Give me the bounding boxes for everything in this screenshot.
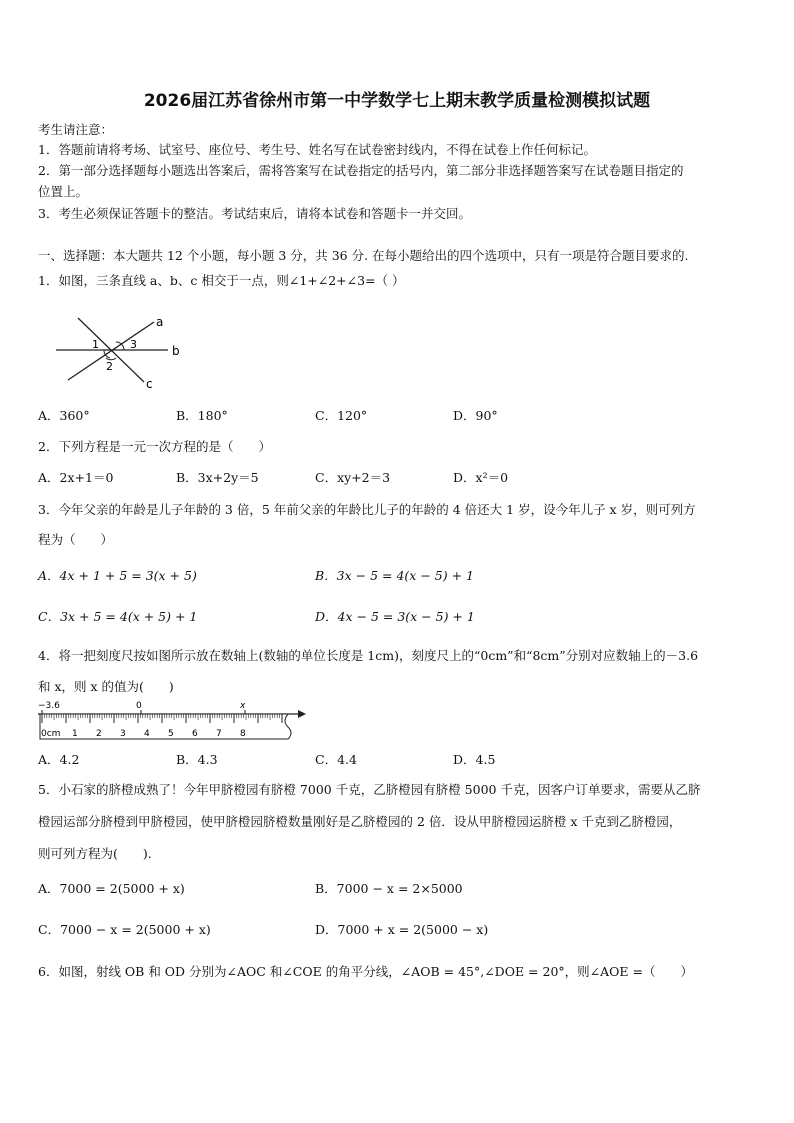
notice-item-1: 1．答题前请将考场、试室号、座位号、考生号、姓名写在试卷密封线内，不得在试卷上作任何标记。	[38, 142, 596, 157]
q1-option-c: C．120°	[315, 408, 368, 423]
q4-stem-line-1: 4．将一把刻度尺按如图所示放在数轴上(数轴的单位长度是 1cm)，刻度尺上的“0cm”和“8cm”分别对应数轴上的－3.6	[38, 648, 699, 663]
q1-option-b: B．180°	[176, 408, 228, 423]
ruler-label-3: 3	[120, 729, 126, 739]
ruler-label-2: 2	[96, 729, 102, 739]
q4-stem-line-2: 和 x，则 x 的值为( )	[38, 679, 174, 694]
q6-stem: 6．如图，射线 OB 和 OD 分别为∠AOC 和∠COE 的角平分线，∠AOB = 45°,∠DOE = 20°，则∠AOE =（ ）	[38, 964, 693, 979]
q3-option-a: A．4x + 1 + 5 = 3(x + 5)	[38, 568, 197, 583]
q4-option-b: B．4.3	[176, 752, 218, 767]
q5-option-b: B．7000 − x = 2×5000	[315, 881, 463, 896]
number-line-arrow	[298, 710, 306, 718]
q5-option-d: D．7000 + x = 2(5000 − x)	[315, 922, 489, 937]
q2-option-d: D．x²＝0	[453, 470, 509, 485]
q3-stem-line-2: 程为（ ）	[38, 532, 114, 547]
ruler-label-0cm: 0cm	[41, 729, 61, 739]
section-heading: 一、选择题：本大题共 12 个小题，每小题 3 分，共 36 分. 在每小题给出的四个选项中，只有一项是符合题目要求的.	[38, 248, 689, 263]
q3-option-b: B．3x − 5 = 4(x − 5) + 1	[315, 568, 474, 583]
q5-stem-line-3: 则可列方程为( ).	[38, 846, 152, 861]
ruler-label-6: 6	[192, 729, 198, 739]
q1-option-d: D．90°	[453, 408, 498, 423]
label-b: b	[172, 344, 180, 358]
angle-3-label: 3	[130, 338, 137, 351]
q5-stem-line-1: 5．小石家的脐橙成熟了！今年甲脐橙园有脐橙 7000 千克，乙脐橙园有脐橙 5000 千克，因客户订单要求，需要从乙脐	[38, 782, 701, 797]
q1-figure-three-lines	[50, 308, 190, 390]
label-a: a	[156, 315, 164, 329]
ruler-label-5: 5	[168, 729, 174, 739]
q4-option-c: C．4.4	[315, 752, 357, 767]
axis-label-0: 0	[136, 701, 142, 711]
angle-2-label: 2	[106, 360, 113, 373]
q5-option-c: C．7000 − x = 2(5000 + x)	[38, 922, 211, 937]
notice-item-2: 2．第一部分选择题每小题选出答案后，需将答案写在试卷指定的括号内，第二部分非选择题答案写在试卷题目指定的	[38, 163, 684, 178]
ruler-label-8: 8	[240, 729, 246, 739]
q1-option-a: A．360°	[38, 408, 90, 423]
q4-option-a: A．4.2	[38, 752, 80, 767]
label-c: c	[146, 377, 153, 390]
q5-stem-line-2: 橙园运部分脐橙到甲脐橙园，使甲脐橙园脐橙数量刚好是乙脐橙园的 2 倍．设从甲脐橙园运脐橙 x 千克到乙脐橙园，	[38, 814, 682, 829]
q3-option-c: C．3x + 5 = 4(x + 5) + 1	[38, 609, 198, 624]
notice-item-2-cont: 位置上。	[38, 184, 89, 199]
q5-option-a: A．7000 = 2(5000 + x)	[38, 881, 185, 896]
axis-label-x: x	[240, 701, 246, 711]
notice-item-3: 3．考生必须保证答题卡的整洁。考试结束后，请将本试卷和答题卡一并交回。	[38, 206, 471, 221]
q2-option-c: C．xy+2＝3	[315, 470, 391, 485]
q2-option-b: B．3x+2y＝5	[176, 470, 259, 485]
notice-heading: 考生请注意：	[38, 122, 114, 137]
q1-stem: 1．如图，三条直线 a、b、c 相交于一点，则∠1+∠2+∠3=（ ）	[38, 273, 405, 288]
ruler-label-4: 4	[144, 729, 150, 739]
q2-option-a: A．2x+1＝0	[38, 470, 114, 485]
axis-label-neg3-6: −3.6	[38, 701, 60, 711]
q4-figure-ruler-on-number-line	[36, 697, 308, 743]
q4-option-d: D．4.5	[453, 752, 496, 767]
ruler-label-7: 7	[216, 729, 222, 739]
ruler-label-1: 1	[72, 729, 78, 739]
q3-option-d: D．4x − 5 = 3(x − 5) + 1	[315, 609, 475, 624]
q3-stem-line-1: 3．今年父亲的年龄是儿子年龄的 3 倍，5 年前父亲的年龄比儿子的年龄的 4 倍还大 1 岁，设今年儿子 x 岁，则可列方	[38, 502, 696, 517]
q2-stem: 2．下列方程是一元一次方程的是（ ）	[38, 439, 271, 454]
angle-1-label: 1	[92, 338, 99, 351]
page-title: 2026届江苏省徐州市第一中学数学七上期末教学质量检测模拟试题	[143, 91, 651, 111]
